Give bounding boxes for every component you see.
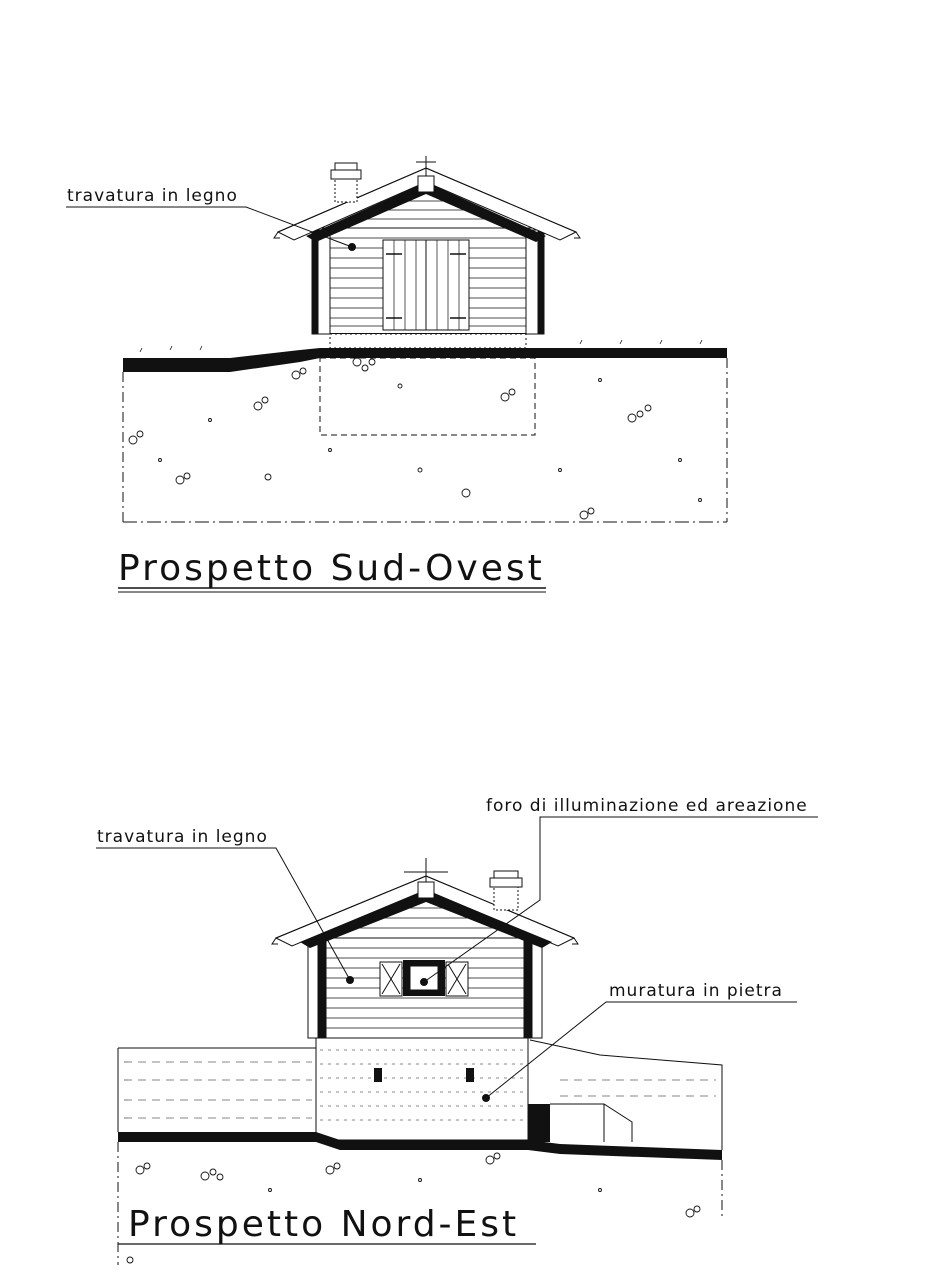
double-door	[383, 240, 469, 330]
label-timber-ne: travatura in legno	[97, 827, 268, 847]
ground-line-ne	[118, 1132, 722, 1265]
soil-texture	[129, 358, 702, 519]
label-opening: foro di illuminazione ed areazione	[486, 796, 808, 816]
foundation-outline	[320, 358, 535, 435]
stone-masonry-base	[316, 1038, 528, 1140]
label-timber-sw: travatura in legno	[67, 186, 238, 206]
chimney	[331, 163, 361, 202]
title-sud-ovest: Prospetto Sud-Ovest	[118, 548, 545, 589]
title-underline-sw	[118, 588, 546, 592]
side-access-opening	[528, 1104, 632, 1142]
chimney-ne	[490, 871, 522, 910]
elevation-sud-ovest	[66, 156, 727, 522]
title-nord-est: Prospetto Nord-Est	[128, 1204, 520, 1245]
label-stone: muratura in pietra	[609, 981, 783, 1001]
elevation-nord-est	[96, 817, 818, 1265]
